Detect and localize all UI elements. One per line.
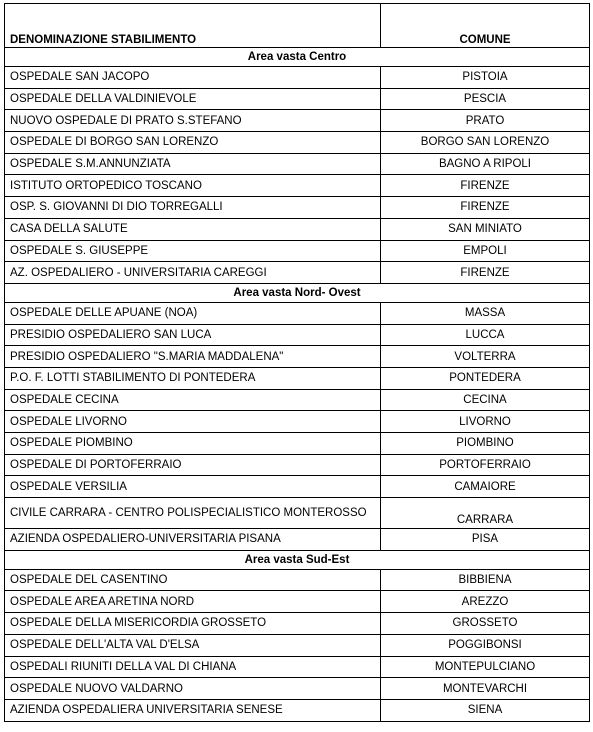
municipality-cell: GROSSETO [381, 613, 590, 635]
table-row [5, 634, 590, 656]
area-title: Area vasta Nord- Ovest [5, 283, 590, 302]
facility-name-cell: AZIENDA OSPEDALIERO-UNIVERSITARIA PISANA [5, 529, 381, 551]
municipality-cell: MONTEVARCHI [381, 678, 590, 700]
facility-name-cell: OSPEDALE S. GIUSEPPE [5, 240, 381, 262]
table-row [5, 132, 590, 154]
table-row [5, 197, 590, 219]
facility-name-cell: NUOVO OSPEDALE DI PRATO S.STEFANO [5, 110, 381, 132]
municipality-cell: CAMAIORE [381, 476, 590, 498]
facility-name-cell: OSPEDALE DI BORGO SAN LORENZO [5, 132, 381, 154]
table-row [5, 454, 590, 476]
facility-name-cell: OSP. S. GIOVANNI DI DIO TORREGALLI [5, 197, 381, 219]
municipality-cell: AREZZO [381, 591, 590, 613]
table-row [5, 218, 590, 240]
municipality-cell: LIVORNO [381, 411, 590, 433]
table-row [5, 324, 590, 346]
area-title: Area vasta Centro [5, 48, 590, 67]
facility-name-cell: OSPEDALE PIOMBINO [5, 433, 381, 455]
municipality-cell: VOLTERRA [381, 346, 590, 368]
municipality-cell: EMPOLI [381, 240, 590, 262]
table-row [5, 656, 590, 678]
facility-name-cell: PRESIDIO OSPEDALIERO SAN LUCA [5, 324, 381, 346]
municipality-cell: SAN MINIATO [381, 218, 590, 240]
table-row [5, 346, 590, 368]
municipality-cell: PRATO [381, 110, 590, 132]
facility-name-cell: OSPEDALE DELLA MISERICORDIA GROSSETO [5, 613, 381, 635]
facility-name-cell: OSPEDALE DI PORTOFERRAIO [5, 454, 381, 476]
table-row [5, 529, 590, 551]
facility-name-cell: OSPEDALE LIVORNO [5, 411, 381, 433]
municipality-cell: PIOMBINO [381, 433, 590, 455]
table-row [5, 498, 590, 529]
facility-name-cell: OSPEDALE CECINA [5, 389, 381, 411]
table-row [5, 110, 590, 132]
table-row [5, 613, 590, 635]
table-row [5, 591, 590, 613]
municipality-cell: CECINA [381, 389, 590, 411]
table-row [5, 476, 590, 498]
facility-name-cell: OSPEDALE DELLA VALDINIEVOLE [5, 88, 381, 110]
table-row [5, 88, 590, 110]
municipality-cell: FIRENZE [381, 197, 590, 219]
table-row [5, 240, 590, 262]
table-row [5, 389, 590, 411]
municipality-cell: MONTEPULCIANO [381, 656, 590, 678]
table-row [5, 678, 590, 700]
facility-name-cell: AZIENDA OSPEDALIERA UNIVERSITARIA SENESE [5, 699, 381, 721]
municipality-cell: PORTOFERRAIO [381, 454, 590, 476]
facility-name-cell: OSPEDALE VERSILIA [5, 476, 381, 498]
municipality-cell: BAGNO A RIPOLI [381, 153, 590, 175]
area-title: Area vasta Sud-Est [5, 550, 590, 569]
column-header-comune: COMUNE [381, 4, 590, 48]
municipality-cell: PONTEDERA [381, 367, 590, 389]
facility-name-cell: OSPEDALE NUOVO VALDARNO [5, 678, 381, 700]
facility-name-cell: P.O. F. LOTTI STABILIMENTO DI PONTEDERA [5, 367, 381, 389]
municipality-cell: LUCCA [381, 324, 590, 346]
table-row [5, 153, 590, 175]
area-heading-row [5, 283, 590, 302]
municipality-cell: POGGIBONSI [381, 634, 590, 656]
facility-name-cell: ISTITUTO ORTOPEDICO TOSCANO [5, 175, 381, 197]
table-row [5, 699, 590, 721]
municipality-cell: BORGO SAN LORENZO [381, 132, 590, 154]
column-header-denominazione: DENOMINAZIONE STABILIMENTO [5, 4, 381, 48]
table-row [5, 262, 590, 284]
facility-name-cell: PRESIDIO OSPEDALIERO "S.MARIA MADDALENA" [5, 346, 381, 368]
facility-name-cell: OSPEDALE AREA ARETINA NORD [5, 591, 381, 613]
facility-name-cell: CASA DELLA SALUTE [5, 218, 381, 240]
facility-name-cell: OSPEDALE SAN JACOPO [5, 67, 381, 89]
municipality-cell: FIRENZE [381, 175, 590, 197]
table-row [5, 367, 590, 389]
hospital-table [4, 3, 590, 722]
table-row [5, 175, 590, 197]
facility-name-cell: OSPEDALE S.M.ANNUNZIATA [5, 153, 381, 175]
municipality-cell: BIBBIENA [381, 569, 590, 591]
facility-name-cell: AZ. OSPEDALIERO - UNIVERSITARIA CAREGGI [5, 262, 381, 284]
municipality-cell: PESCIA [381, 88, 590, 110]
table-row [5, 411, 590, 433]
table-row [5, 302, 590, 324]
municipality-cell: MASSA [381, 302, 590, 324]
municipality-cell: FIRENZE [381, 262, 590, 284]
facility-name-cell: CIVILE CARRARA - CENTRO POLISPECIALISTICO MONTEROSSO [5, 498, 381, 529]
area-heading-row [5, 48, 590, 67]
municipality-cell: SIENA [381, 699, 590, 721]
table-row [5, 67, 590, 89]
municipality-cell: PISTOIA [381, 67, 590, 89]
facility-name-cell: OSPEDALI RIUNITI DELLA VAL DI CHIANA [5, 656, 381, 678]
facility-name-cell: OSPEDALE DELLE APUANE (NOA) [5, 302, 381, 324]
table-row [5, 569, 590, 591]
municipality-cell: PISA [381, 529, 590, 551]
facility-name-cell: OSPEDALE DELL'ALTA VAL D'ELSA [5, 634, 381, 656]
hospital-table-body [5, 4, 590, 722]
facility-name-cell: OSPEDALE DEL CASENTINO [5, 569, 381, 591]
table-row [5, 433, 590, 455]
area-heading-row [5, 550, 590, 569]
table-header-row [5, 4, 590, 48]
municipality-cell: CARRARA [381, 498, 590, 529]
